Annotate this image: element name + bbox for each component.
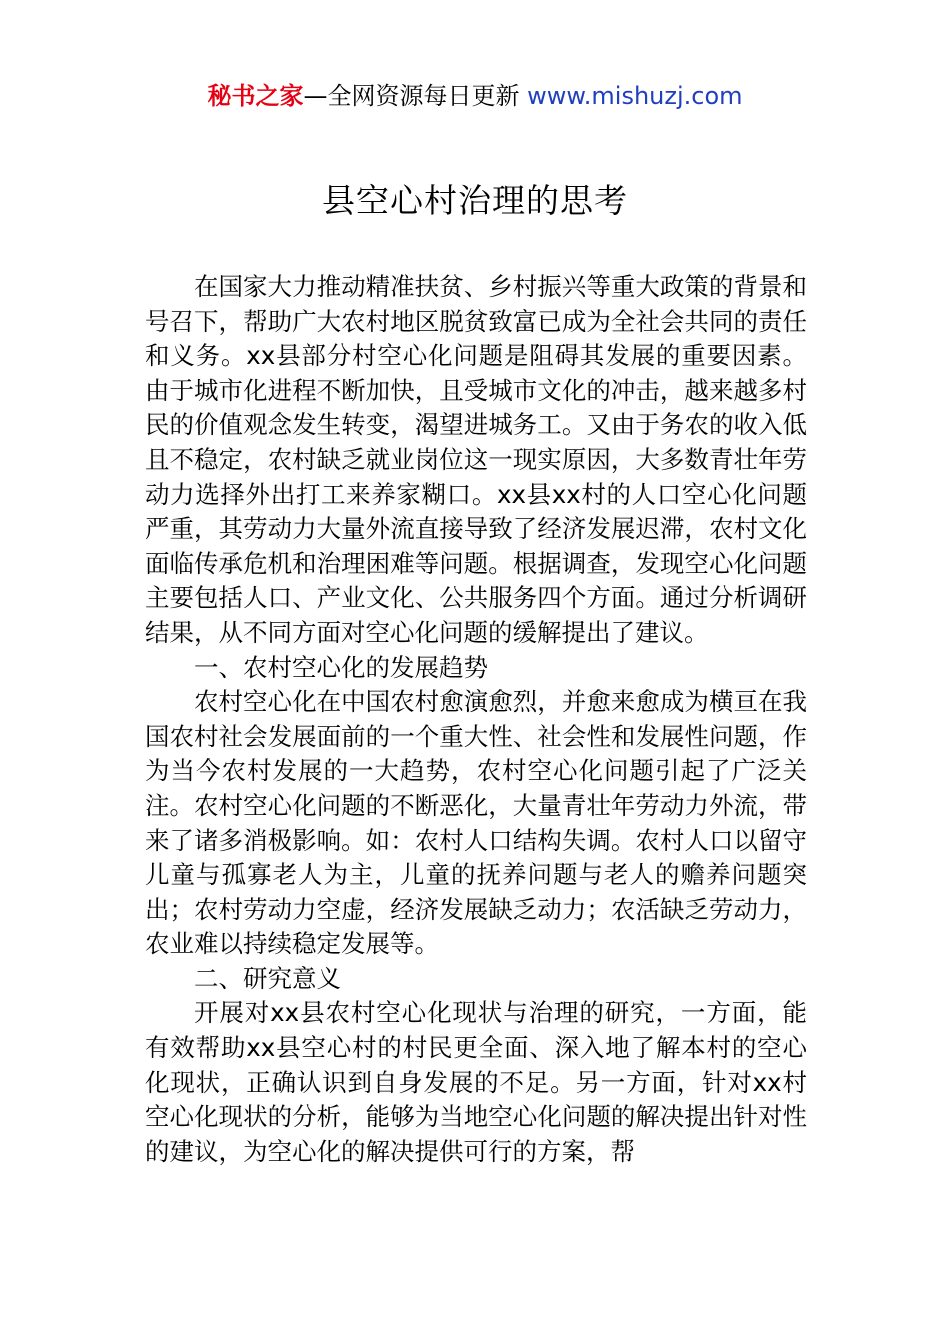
document-title: 县空心村治理的思考 xyxy=(322,181,628,220)
section-heading-2: 二、研究意义 xyxy=(194,963,341,993)
site-brand: 秘书之家 xyxy=(207,82,304,110)
paragraph-trend: 农村空心化在中国农村愈演愈烈，并愈来愈成为横亘在我国农村社会发展面前的一个重大性、社会性和发展性问题，作为当今农村发展的一大趋势，农村空心化问题引起了广泛关注。农村空心化问题的不断恶化，大量青壮年劳动力外流，带来了诸多消极影响。如：农村人口结构失调。农村人口以留守儿童与孤寡老人为主，儿童的抚养问题与老人的赡养问题突出；农村劳动力空虚，经济发展缺乏动力；农活缺乏劳动力，农业难以持续稳定发展等。 xyxy=(145,687,807,959)
paragraph-significance: 开展对xx县农村空心化现状与治理的研究，一方面，能有效帮助xx县空心村的村民更全面、深入地了解本村的空心化现状，正确认识到自身发展的不足。另一方面，针对xx村空心化现状的分析，能够为当地空心化问题的解决提出针对性的建议，为空心化的解决提供可行的方案，帮 xyxy=(145,998,807,1166)
site-url-link[interactable]: www.mishuzj.com xyxy=(527,82,743,110)
paragraph-intro: 在国家大力推动精准扶贫、乡村振兴等重大政策的背景和号召下，帮助广大农村地区脱贫致富已成为全社会共同的责任和义务。xx县部分村空心化问题是阻碍其发展的重要因素。由于城市化进程不断加快，且受城市文化的冲击，越来越多村民的价值观念发生转变，渴望进城务工。又由于务农的收入低且不稳定，农村缺乏就业岗位这一现实原因，大多数青壮年劳动力选择外出打工来养家糊口。xx县xx村的人口空心化问题严重，其劳动力大量外流直接导致了经济发展迟滞，农村文化面临传承危机和治理困难等问题。根据调查，发现空心化问题主要包括人口、产业文化、公共服务四个方面。通过分析调研结果，从不同方面对空心化问题的缓解提出了建议。 xyxy=(145,272,807,647)
document-body xyxy=(145,270,807,1169)
site-header xyxy=(0,80,950,112)
site-tagline: —全网资源每日更新 xyxy=(303,82,528,110)
section-heading-1: 一、农村空心化的发展趋势 xyxy=(194,652,488,682)
